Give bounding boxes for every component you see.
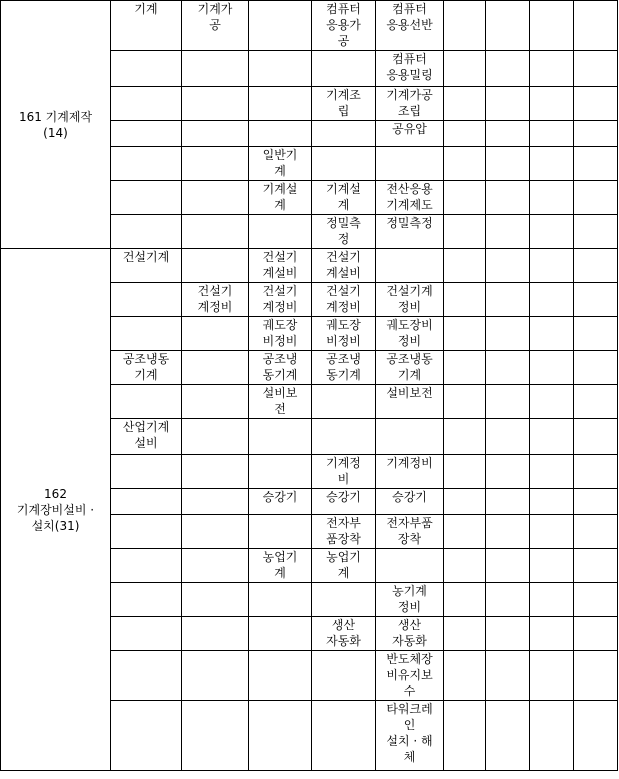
empty-cell — [530, 701, 574, 771]
table-cell: 공조냉동 기계 — [111, 351, 182, 385]
table-cell: 건설기 계설비 — [249, 249, 312, 283]
empty-cell — [444, 489, 486, 515]
table-cell — [182, 419, 249, 455]
table-cell — [111, 317, 182, 351]
table-cell: 기계설 계 — [249, 181, 312, 215]
empty-cell — [486, 147, 530, 181]
table-cell — [111, 489, 182, 515]
table-cell: 기계가공 조립 — [376, 87, 444, 121]
table-cell: 농기계 정비 — [376, 583, 444, 617]
empty-cell — [530, 215, 574, 249]
empty-cell — [574, 249, 618, 283]
empty-cell — [486, 651, 530, 701]
empty-cell — [486, 317, 530, 351]
empty-cell — [486, 701, 530, 771]
empty-cell — [444, 87, 486, 121]
table-cell: 생산 자동화 — [312, 617, 376, 651]
empty-cell — [530, 87, 574, 121]
empty-cell — [444, 701, 486, 771]
table-cell: 농업기 계 — [249, 549, 312, 583]
empty-cell — [486, 121, 530, 147]
table-cell — [182, 351, 249, 385]
empty-cell — [444, 317, 486, 351]
table-body — [1, 1, 619, 771]
table-cell — [182, 121, 249, 147]
table-cell: 컴퓨터 응용밀링 — [376, 51, 444, 87]
table-cell: 승강기 — [312, 489, 376, 515]
table-cell: 기계정 비 — [312, 455, 376, 489]
group-label: 161 기계제작 (14) — [1, 1, 111, 249]
empty-cell — [574, 701, 618, 771]
empty-cell — [444, 651, 486, 701]
empty-cell — [530, 51, 574, 87]
empty-cell — [444, 215, 486, 249]
table-cell — [249, 583, 312, 617]
empty-cell — [444, 617, 486, 651]
table-cell — [312, 51, 376, 87]
empty-cell — [574, 121, 618, 147]
table-cell — [182, 317, 249, 351]
table-cell: 공유압 — [376, 121, 444, 147]
empty-cell — [486, 617, 530, 651]
table-cell — [111, 215, 182, 249]
table-cell: 건설기계 — [111, 249, 182, 283]
table-cell — [376, 549, 444, 583]
empty-cell — [530, 583, 574, 617]
table-cell — [111, 455, 182, 489]
table-cell — [111, 121, 182, 147]
table-cell — [376, 419, 444, 455]
table-cell: 승강기 — [249, 489, 312, 515]
table-cell — [111, 385, 182, 419]
table-cell — [312, 385, 376, 419]
table-cell — [111, 515, 182, 549]
table-cell: 궤도장 비정비 — [249, 317, 312, 351]
table-cell — [312, 147, 376, 181]
table-cell — [249, 617, 312, 651]
table-cell: 궤도장비 정비 — [376, 317, 444, 351]
table-cell — [182, 617, 249, 651]
table-cell — [376, 147, 444, 181]
table-cell — [249, 651, 312, 701]
table-cell — [182, 515, 249, 549]
empty-cell — [530, 351, 574, 385]
table-cell: 건설기계 정비 — [376, 283, 444, 317]
empty-cell — [444, 283, 486, 317]
empty-cell — [530, 419, 574, 455]
table-cell — [111, 617, 182, 651]
empty-cell — [530, 147, 574, 181]
table-cell — [111, 583, 182, 617]
table-cell — [111, 181, 182, 215]
table-cell — [182, 583, 249, 617]
table-cell — [182, 455, 249, 489]
table-row — [1, 249, 619, 283]
table-cell — [182, 651, 249, 701]
empty-cell — [444, 147, 486, 181]
table-cell — [249, 701, 312, 771]
empty-cell — [530, 515, 574, 549]
empty-cell — [574, 181, 618, 215]
empty-cell — [486, 51, 530, 87]
empty-cell — [444, 51, 486, 87]
empty-cell — [486, 489, 530, 515]
table-cell — [249, 419, 312, 455]
empty-cell — [486, 419, 530, 455]
table-cell — [182, 385, 249, 419]
table-cell — [111, 87, 182, 121]
table-cell — [312, 121, 376, 147]
empty-cell — [574, 147, 618, 181]
table-cell — [182, 489, 249, 515]
table-cell: 생산 자동화 — [376, 617, 444, 651]
table-cell: 공조냉 동기계 — [249, 351, 312, 385]
empty-cell — [530, 549, 574, 583]
table-cell: 승강기 — [376, 489, 444, 515]
empty-cell — [486, 549, 530, 583]
table-cell — [249, 1, 312, 51]
empty-cell — [574, 617, 618, 651]
table-cell: 건설기 계설비 — [312, 249, 376, 283]
table-cell: 기계정비 — [376, 455, 444, 489]
empty-cell — [574, 515, 618, 549]
table-cell — [182, 249, 249, 283]
table-cell — [182, 701, 249, 771]
table-cell: 기계 — [111, 1, 182, 51]
empty-cell — [574, 51, 618, 87]
table-cell: 공조냉동 기계 — [376, 351, 444, 385]
table-cell: 반도체장 비유지보 수 — [376, 651, 444, 701]
empty-cell — [486, 215, 530, 249]
table-cell: 전자부품 장착 — [376, 515, 444, 549]
table-cell — [111, 283, 182, 317]
table-cell: 산업기계 설비 — [111, 419, 182, 455]
empty-cell — [444, 351, 486, 385]
empty-cell — [574, 351, 618, 385]
empty-cell — [530, 249, 574, 283]
empty-cell — [486, 515, 530, 549]
table-cell — [249, 87, 312, 121]
empty-cell — [574, 283, 618, 317]
empty-cell — [486, 249, 530, 283]
table-cell: 건설기 계정비 — [249, 283, 312, 317]
table-cell: 정밀측 정 — [312, 215, 376, 249]
table-cell — [312, 419, 376, 455]
empty-cell — [574, 455, 618, 489]
table-row — [1, 1, 619, 51]
table-cell: 정밀측정 — [376, 215, 444, 249]
table-cell — [111, 549, 182, 583]
table-cell — [312, 583, 376, 617]
empty-cell — [444, 419, 486, 455]
table-cell: 타워크레 인 설치 · 해 체 — [376, 701, 444, 771]
empty-cell — [530, 121, 574, 147]
empty-cell — [530, 651, 574, 701]
empty-cell — [574, 419, 618, 455]
table-cell — [111, 651, 182, 701]
table-cell — [249, 455, 312, 489]
empty-cell — [444, 181, 486, 215]
table-cell: 설비보 전 — [249, 385, 312, 419]
empty-cell — [574, 549, 618, 583]
empty-cell — [530, 283, 574, 317]
empty-cell — [574, 317, 618, 351]
table-cell: 컴퓨터 응용가 공 — [312, 1, 376, 51]
table-cell — [249, 51, 312, 87]
empty-cell — [444, 385, 486, 419]
table-cell: 기계가 공 — [182, 1, 249, 51]
empty-cell — [444, 549, 486, 583]
empty-cell — [444, 515, 486, 549]
table-cell: 건설기 계정비 — [312, 283, 376, 317]
table-cell — [249, 215, 312, 249]
table-cell — [312, 701, 376, 771]
table-cell: 일반기 계 — [249, 147, 312, 181]
empty-cell — [530, 1, 574, 51]
empty-cell — [530, 617, 574, 651]
empty-cell — [486, 283, 530, 317]
table-cell: 컴퓨터 응용선반 — [376, 1, 444, 51]
empty-cell — [530, 385, 574, 419]
table-cell — [249, 515, 312, 549]
table-cell: 기계조 립 — [312, 87, 376, 121]
empty-cell — [574, 385, 618, 419]
empty-cell — [530, 317, 574, 351]
table-cell: 농업기 계 — [312, 549, 376, 583]
table-cell — [182, 51, 249, 87]
empty-cell — [486, 351, 530, 385]
empty-cell — [574, 215, 618, 249]
empty-cell — [574, 583, 618, 617]
table-cell — [182, 181, 249, 215]
table-cell: 궤도장 비정비 — [312, 317, 376, 351]
empty-cell — [444, 583, 486, 617]
table-cell — [182, 215, 249, 249]
table-cell — [182, 549, 249, 583]
table-cell — [111, 147, 182, 181]
empty-cell — [574, 87, 618, 121]
table-cell — [111, 51, 182, 87]
table-cell — [376, 249, 444, 283]
table-cell: 전자부 품장착 — [312, 515, 376, 549]
table-cell — [249, 121, 312, 147]
table-cell — [182, 87, 249, 121]
table-cell: 건설기 계정비 — [182, 283, 249, 317]
table-cell — [111, 701, 182, 771]
empty-cell — [530, 181, 574, 215]
empty-cell — [486, 583, 530, 617]
empty-cell — [530, 455, 574, 489]
empty-cell — [486, 1, 530, 51]
empty-cell — [486, 385, 530, 419]
empty-cell — [574, 651, 618, 701]
empty-cell — [486, 181, 530, 215]
empty-cell — [486, 455, 530, 489]
empty-cell — [444, 1, 486, 51]
table-cell — [182, 147, 249, 181]
empty-cell — [444, 455, 486, 489]
table-cell — [312, 651, 376, 701]
table-cell: 설비보전 — [376, 385, 444, 419]
table-cell: 공조냉 동기계 — [312, 351, 376, 385]
empty-cell — [444, 121, 486, 147]
group-label: 162 기계장비설비 · 설치(31) — [1, 249, 111, 771]
table-cell: 전산응용 기계제도 — [376, 181, 444, 215]
table-cell: 기계설 계 — [312, 181, 376, 215]
empty-cell — [574, 1, 618, 51]
empty-cell — [444, 249, 486, 283]
empty-cell — [574, 489, 618, 515]
empty-cell — [530, 489, 574, 515]
empty-cell — [486, 87, 530, 121]
